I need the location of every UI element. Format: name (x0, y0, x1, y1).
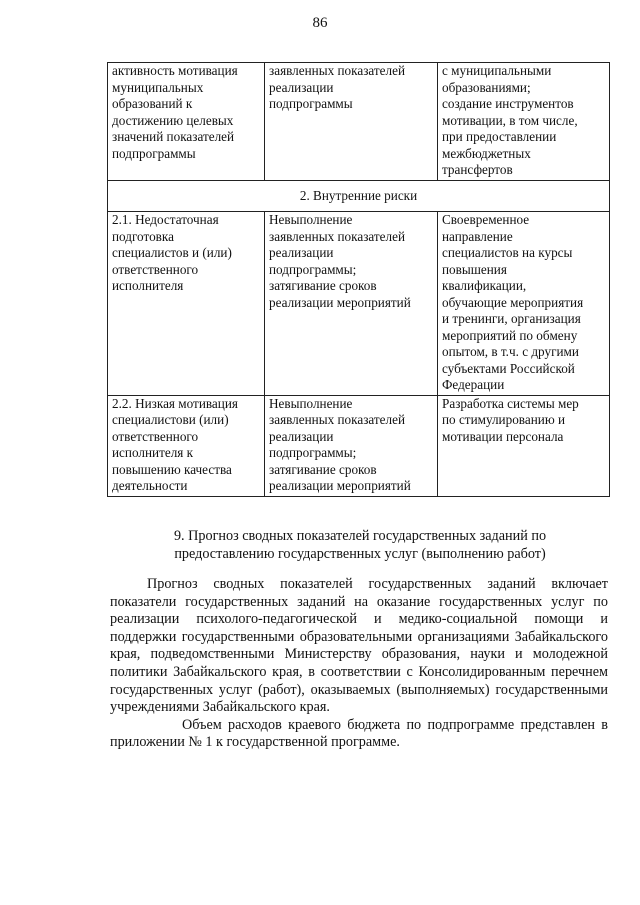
table-row (108, 212, 610, 396)
section-row (108, 180, 610, 212)
page-number: 86 (312, 15, 328, 31)
risk-cell: 2.2. Низкая мотивация специалистови (или) ответственного исполнителя к повышению качества деятельности (108, 395, 265, 496)
consequence-cell: Невыполнение заявленных показателей реализации подпрограммы; затягивание сроков реализации мероприятий (265, 395, 438, 496)
section-heading-cell: 2. Внутренние риски (108, 180, 610, 212)
risk-cell: 2.1. Недостаточная подготовка специалистов и (или) ответственного исполнителя (108, 212, 265, 396)
mitigation-cell: с муниципальными образованиями; создание инструментов мотивации, в том числе, при предоставлении межбюджетных трансфертов (438, 63, 610, 181)
consequence-cell: заявленных показателей реализации подпрограммы (265, 63, 438, 181)
section-title-line: предоставлению государственных услуг (выполнению работ) (174, 546, 546, 562)
risk-cell: активность мотивация муниципальных образований к достижению целевых значений показателей подпрограммы (108, 63, 265, 181)
mitigation-cell: Разработка системы мер по стимулированию и мотивации персонала (438, 395, 610, 496)
table-row (108, 63, 610, 181)
body-text (110, 576, 608, 752)
section-title (130, 527, 590, 563)
consequence-cell: Невыполнение заявленных показателей реализации подпрограммы; затягивание сроков реализации мероприятий (265, 212, 438, 396)
section-title-line: 9. Прогноз сводных показателей государственных заданий по (173, 528, 547, 544)
risk-table (107, 62, 610, 497)
mitigation-cell: Своевременное направление специалистов на курсы повышения квалификации, обучающие мероприятия и тренинги, организация мероприятий по обмену опытом, в т.ч. с другими субъектами Российской Федерации (438, 212, 610, 396)
paragraph: Объем расходов краевого бюджета по подпрограмме представлен в приложении № 1 к государственной программе. (110, 716, 608, 751)
table-row (108, 395, 610, 496)
paragraph: Прогноз сводных показателей государственных заданий включает показатели государственных заданий на оказание государственных услуг по реализации психолого-педагогической и медико-социальной помощи и поддержки государственными образовательными организациями Забайкальского края, подведомственными Министерству образования, науки и молодежной политики Забайкальского края, в соответствии с Консолидированным перечнем государственных услуг (работ), оказываемых (выполняемых) государственными учреждениями Забайкальского края. (110, 576, 608, 716)
